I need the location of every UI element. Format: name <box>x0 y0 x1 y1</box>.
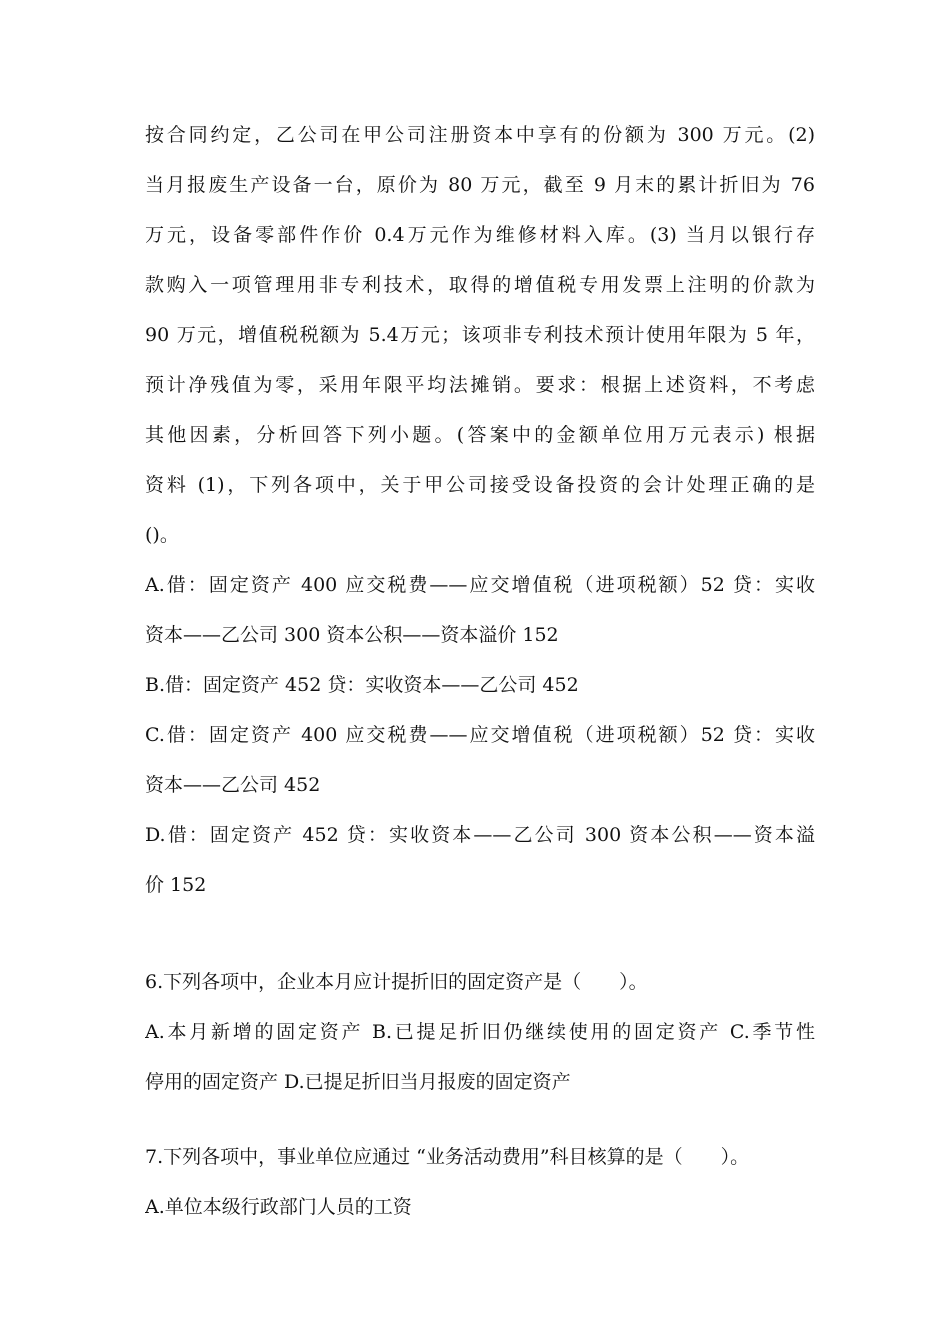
question-5-stem-line-1: 按合同约定，乙公司在甲公司注册资本中享有的份额为 300 万元。(2) <box>145 124 815 146</box>
question-6-stem: 6.下列各项中，企业本月应计提折旧的固定资产是（ ）。 <box>145 971 648 993</box>
question-5-option-c-line-2: 资本——乙公司 452 <box>145 774 321 796</box>
question-5-stem-line-4: 款购入一项管理用非专利技术，取得的增值税专用发票上注明的价款为 <box>145 274 815 296</box>
question-5-option-b: B.借：固定资产 452 贷：实收资本——乙公司 452 <box>145 674 579 696</box>
question-5-stem-line-5: 90 万元，增值税税额为 5.4万元；该项非专利技术预计使用年限为 5 年， <box>145 324 815 346</box>
question-5-stem-line-9: ()。 <box>145 524 179 546</box>
question-6-options-line-2: 停用的固定资产 D.已提足折旧当月报废的固定资产 <box>145 1071 571 1093</box>
question-7-stem: 7.下列各项中，事业单位应通过 “业务活动费用”科目核算的是（ ）。 <box>145 1146 750 1168</box>
question-5-stem-line-3: 万元，设备零部件作价 0.4万元作为维修材料入库。(3) 当月以银行存 <box>145 224 815 246</box>
question-6-options-line-1: A.本月新增的固定资产 B.已提足折旧仍继续使用的固定资产 C.季节性 <box>145 1021 815 1043</box>
question-5-option-d-line-1: D.借：固定资产 452 贷：实收资本——乙公司 300 资本公积——资本溢 <box>145 824 815 846</box>
question-5-option-a-line-1: A.借：固定资产 400 应交税费——应交增值税（进项税额）52 贷：实收 <box>145 574 815 596</box>
question-5-stem-line-7: 其他因素，分析回答下列小题。(答案中的金额单位用万元表示) 根据 <box>145 424 815 446</box>
question-7-option-a: A.单位本级行政部门人员的工资 <box>145 1196 412 1218</box>
question-5-option-c-line-1: C.借：固定资产 400 应交税费——应交增值税（进项税额）52 贷：实收 <box>145 724 815 746</box>
question-5-stem-line-6: 预计净残值为零，采用年限平均法摊销。要求：根据上述资料，不考虑 <box>145 374 815 396</box>
question-5-option-a-line-2: 资本——乙公司 300 资本公积——资本溢价 152 <box>145 624 559 646</box>
question-5-stem-line-8: 资料 (1)，下列各项中，关于甲公司接受设备投资的会计处理正确的是 <box>145 474 815 496</box>
question-5-option-d-line-2: 价 152 <box>145 874 207 896</box>
question-5-stem-line-2: 当月报废生产设备一台，原价为 80 万元，截至 9 月末的累计折旧为 76 <box>145 174 815 196</box>
